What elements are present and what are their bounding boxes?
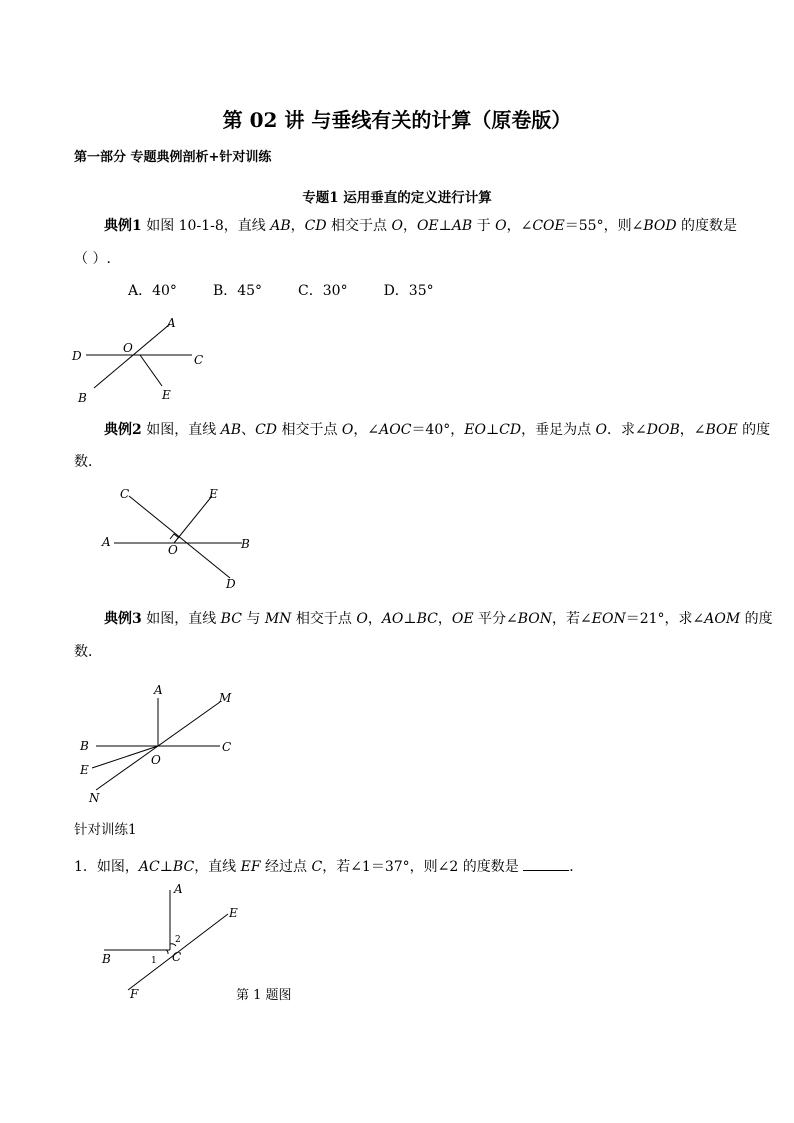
var: BC <box>416 611 438 627</box>
answer-blank <box>523 856 569 871</box>
practice-question-1 <box>74 856 583 877</box>
text: 1．如图， <box>74 859 139 875</box>
label-c: C <box>222 740 232 754</box>
var: COE <box>532 218 565 234</box>
option-c: C．30° <box>298 283 348 299</box>
var: DOB <box>646 422 680 438</box>
label-c: C <box>194 353 204 367</box>
figure-1 <box>60 308 240 408</box>
var: EF <box>240 859 261 875</box>
example-1-tag: 典例1 <box>104 218 142 234</box>
practice-heading: 针对训练1 <box>74 822 137 838</box>
var: CD <box>304 218 327 234</box>
var: O <box>391 218 403 234</box>
example-1-options <box>128 281 470 301</box>
var: C <box>311 859 323 875</box>
text: 如图 10-1-8，直线 <box>141 218 271 234</box>
label-a: A <box>167 316 176 330</box>
text: ． <box>569 859 584 875</box>
text: ＝21°，求∠ <box>625 611 705 627</box>
text: ，若∠ <box>552 611 592 627</box>
label-d: D <box>226 577 236 591</box>
text: ，直线 <box>194 859 241 875</box>
text: 与 <box>241 611 265 627</box>
text: 于 <box>472 218 496 234</box>
example-3-cont: 数． <box>74 644 102 660</box>
text: 、 <box>241 422 256 438</box>
part-heading: 第一部分 专题典例剖析+针对训练 <box>74 150 272 165</box>
var: AB <box>451 218 473 234</box>
label-d: D <box>72 349 82 363</box>
var: CD <box>499 422 522 438</box>
label-e: E <box>80 763 89 777</box>
var: O <box>356 611 368 627</box>
var: BON <box>517 611 553 627</box>
text: ， <box>437 611 452 627</box>
text: 的度 <box>737 422 771 438</box>
var: AOC <box>379 422 412 438</box>
perp-symbol: ⊥ <box>159 859 173 875</box>
text: ， <box>290 218 305 234</box>
text: 经过点 <box>260 859 312 875</box>
label-b: B <box>241 537 250 551</box>
label-e: E <box>229 906 238 920</box>
label-c: C <box>120 487 130 501</box>
example-3-question <box>104 609 773 629</box>
ray-oe <box>174 496 212 543</box>
figure-2 <box>96 482 266 594</box>
var: EO <box>464 422 486 438</box>
text: ，∠ <box>353 422 380 438</box>
label-o: O <box>151 753 161 767</box>
example-2-cont: 数． <box>74 454 102 470</box>
var: O <box>341 422 354 438</box>
text: 相交于点 <box>291 611 357 627</box>
text: ， <box>367 611 382 627</box>
label-e: E <box>162 388 171 402</box>
figure-q1-caption: 第 1 题图 <box>236 988 292 1003</box>
text: 的度数是 <box>676 218 738 234</box>
var: O <box>495 218 507 234</box>
text: ，∠ <box>679 422 706 438</box>
option-a: A．40° <box>128 283 177 299</box>
label-n: N <box>89 791 100 805</box>
label-b: B <box>102 952 111 966</box>
var: BOD <box>643 218 677 234</box>
var: AB <box>270 218 291 234</box>
text: ，∠ <box>506 218 533 234</box>
label-a: A <box>154 683 163 697</box>
var: AO <box>381 611 404 627</box>
ray-oe <box>140 355 162 386</box>
text: ，垂足为点 <box>521 422 596 438</box>
var: AOM <box>704 611 741 627</box>
line-ab <box>94 324 170 388</box>
var: BC <box>220 611 242 627</box>
text: 平分∠ <box>473 611 518 627</box>
perp-symbol: ⊥ <box>438 218 452 234</box>
var: OE <box>451 611 474 627</box>
var: CD <box>255 422 277 438</box>
var: MN <box>264 611 292 627</box>
example-1-question <box>104 216 737 236</box>
label-m: M <box>219 691 232 705</box>
var: BOE <box>705 422 738 438</box>
perp-symbol: ⊥ <box>403 611 417 627</box>
ray-oe <box>92 746 158 768</box>
option-b: B．45° <box>212 283 263 299</box>
var: AB <box>220 422 242 438</box>
figure-q1 <box>96 880 246 1000</box>
label-f: F <box>130 987 139 1000</box>
var: OE <box>416 218 439 234</box>
var: O <box>595 422 608 438</box>
angle-1-arc <box>166 950 168 954</box>
text: ， <box>402 218 417 234</box>
text: 如图，直线 <box>141 611 221 627</box>
var: BC <box>172 859 195 875</box>
example-2-tag: 典例2 <box>104 422 142 438</box>
label-a: A <box>174 882 183 896</box>
example-3-tag: 典例3 <box>104 611 142 627</box>
var: EON <box>591 611 626 627</box>
page-title: 第 02 讲 与垂线有关的计算（原卷版） <box>222 108 572 132</box>
text: 的度 <box>740 611 773 627</box>
label-e: E <box>209 487 218 501</box>
text: ．求∠ <box>607 422 647 438</box>
var: AC <box>138 859 160 875</box>
label-a: A <box>102 535 111 549</box>
text: ＝40°， <box>411 422 465 438</box>
option-d: D．35° <box>383 283 434 299</box>
figure-3 <box>72 680 252 810</box>
topic-heading: 专题1 运用垂直的定义进行计算 <box>302 190 492 206</box>
text: ＝55°，则∠ <box>564 218 644 234</box>
line-cd <box>129 496 230 578</box>
label-angle-2: 2 <box>175 935 181 945</box>
text: 相交于点 <box>326 218 392 234</box>
label-o: O <box>168 543 178 557</box>
label-b: B <box>80 739 89 753</box>
label-o: O <box>123 341 133 355</box>
perp-symbol: ⊥ <box>485 422 500 438</box>
text: ，若∠1＝37°，则∠2 的度数是 <box>322 859 524 875</box>
text: 如图，直线 <box>141 422 221 438</box>
example-1-answer-blank: （ ）. <box>74 251 111 267</box>
label-b: B <box>78 391 87 405</box>
example-2-question <box>104 420 770 440</box>
label-angle-1: 1 <box>151 956 157 966</box>
label-c: C <box>172 950 182 964</box>
text: 相交于点 <box>277 422 342 438</box>
